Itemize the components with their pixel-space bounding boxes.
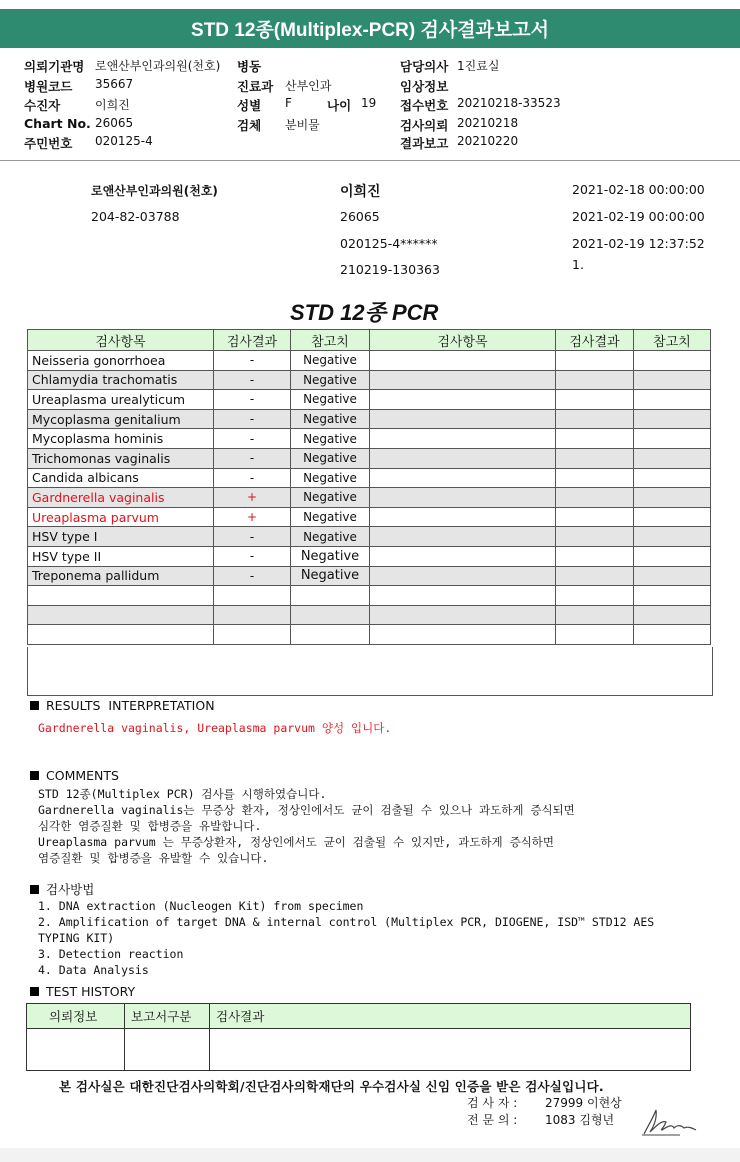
label-id-no: 주민번호 <box>24 136 73 151</box>
header-result: 검사결과 <box>214 330 291 351</box>
header-test-item: 검사항목 <box>28 330 214 351</box>
comments-heading <box>30 768 119 783</box>
value-patient: 이희진 <box>95 98 130 112</box>
value-chart-no: 26065 <box>95 116 134 130</box>
test-result-cell: - <box>214 566 291 586</box>
summary-biz-no: 204-82-03788 <box>91 209 180 224</box>
divider <box>0 160 740 161</box>
table-row <box>28 507 711 527</box>
table-row <box>28 586 711 606</box>
summary-patient: 이희진 <box>340 184 381 200</box>
value-sex: F <box>285 96 292 110</box>
test-name-cell: Treponema pallidum <box>28 566 214 586</box>
empty-cell <box>370 566 556 586</box>
empty-cell <box>634 586 711 606</box>
test-result-cell: - <box>214 546 291 566</box>
history-heading-text: TEST HISTORY <box>46 984 136 999</box>
label-age: 나이 <box>327 98 352 113</box>
empty-cell <box>370 390 556 410</box>
header-reference: 참고치 <box>291 330 370 351</box>
test-reference-cell <box>291 605 370 625</box>
empty-cell <box>634 429 711 449</box>
test-name-cell <box>28 625 214 645</box>
comment-line: Ureaplasma parvum 는 무증상환자, 정상인에서도 균이 검출될 수 있지만, 과도하게 증식하면 <box>38 835 555 849</box>
results-table <box>27 329 711 645</box>
comment-line: 심각한 염증질환 및 합병증을 유발합니다. <box>38 819 262 833</box>
empty-cell <box>634 468 711 488</box>
table-row <box>28 448 711 468</box>
empty-cell <box>634 409 711 429</box>
doctor-value: 1083 김형년 <box>545 1113 615 1127</box>
label-ward: 병동 <box>237 59 262 74</box>
test-result-cell: + <box>214 507 291 527</box>
table-row <box>28 429 711 449</box>
value-request-date: 20210218 <box>457 116 519 130</box>
empty-cell <box>634 507 711 527</box>
test-result-cell: - <box>214 370 291 390</box>
comments-heading-text: COMMENTS <box>46 768 119 783</box>
bullet-square-icon <box>30 987 39 996</box>
label-patient: 수진자 <box>24 98 61 113</box>
test-reference-cell <box>291 586 370 606</box>
value-specimen: 분비물 <box>285 118 320 132</box>
test-result-cell <box>214 586 291 606</box>
empty-cell <box>370 409 556 429</box>
test-reference-cell: Negative <box>291 527 370 547</box>
test-result-cell: - <box>214 390 291 410</box>
label-clinical-info: 임상정보 <box>400 79 449 94</box>
summary-receipt: 210219-130363 <box>340 262 440 277</box>
results-interpretation-heading-text: RESULTS INTERPRETATION <box>46 698 215 713</box>
table-row <box>28 527 711 547</box>
test-reference-cell: Negative <box>291 546 370 566</box>
header-reference-2: 참고치 <box>634 330 711 351</box>
test-name-cell: Candida albicans <box>28 468 214 488</box>
test-reference-cell: Negative <box>291 488 370 508</box>
label-requester: 의뢰기관명 <box>24 59 85 74</box>
signature-image <box>640 1104 700 1138</box>
empty-cell <box>370 546 556 566</box>
value-hospital-code: 35667 <box>95 77 134 91</box>
comments-body <box>38 786 575 866</box>
summary-chart: 26065 <box>340 209 380 224</box>
history-header-result: 검사결과 <box>210 1004 691 1029</box>
empty-cell <box>370 448 556 468</box>
empty-cell <box>370 429 556 449</box>
empty-cell <box>634 488 711 508</box>
test-name-cell: HSV type II <box>28 546 214 566</box>
history-row <box>27 1029 691 1071</box>
empty-cell <box>370 488 556 508</box>
summary-id-no: 020125-4****** <box>340 236 438 251</box>
history-cell <box>210 1029 691 1071</box>
empty-cell <box>556 468 634 488</box>
empty-cell <box>634 351 711 371</box>
test-name-cell: Ureaplasma parvum <box>28 507 214 527</box>
report-title: STD 12종(Multiplex-PCR) 검사결과보고서 <box>0 9 740 48</box>
summary-date3: 2021-02-19 12:37:52 <box>572 236 705 251</box>
history-header-row <box>27 1004 691 1029</box>
test-result-cell <box>214 605 291 625</box>
label-receipt-no: 접수번호 <box>400 98 449 113</box>
test-reference-cell: Negative <box>291 448 370 468</box>
history-cell <box>27 1029 125 1071</box>
label-hospital-code: 병원코드 <box>24 79 73 94</box>
label-report-date: 결과보고 <box>400 136 449 151</box>
test-result-cell <box>214 625 291 645</box>
empty-cell <box>556 409 634 429</box>
empty-cell <box>634 566 711 586</box>
test-result-cell: - <box>214 468 291 488</box>
empty-cell <box>370 605 556 625</box>
empty-cell <box>634 625 711 645</box>
test-name-cell: Mycoplasma hominis <box>28 429 214 449</box>
test-result-cell: - <box>214 527 291 547</box>
empty-cell <box>556 586 634 606</box>
header-result-2: 검사결과 <box>556 330 634 351</box>
empty-cell <box>370 586 556 606</box>
test-result-cell: - <box>214 351 291 371</box>
test-name-cell: Chlamydia trachomatis <box>28 370 214 390</box>
method-heading <box>30 880 94 898</box>
empty-cell <box>556 448 634 468</box>
table-row <box>28 566 711 586</box>
empty-cell <box>634 527 711 547</box>
value-age: 19 <box>361 96 377 110</box>
value-id-no: 020125-4 <box>95 134 153 148</box>
table-row <box>28 625 711 645</box>
empty-cell <box>556 625 634 645</box>
method-heading-text: 검사방법 <box>46 882 95 897</box>
empty-cell <box>370 370 556 390</box>
label-doctor: 담당의사 <box>400 59 449 74</box>
summary-date3-cont: 1. <box>572 257 584 272</box>
table-row <box>28 370 711 390</box>
empty-cell <box>556 546 634 566</box>
empty-cell <box>634 605 711 625</box>
history-header-report-type: 보고서구분 <box>125 1004 210 1029</box>
empty-cell <box>556 605 634 625</box>
comment-line: STD 12종(Multiplex PCR) 검사를 시행하였습니다. <box>38 787 327 801</box>
test-name-cell: Neisseria gonorrhoea <box>28 351 214 371</box>
test-reference-cell: Negative <box>291 468 370 488</box>
history-heading <box>30 984 135 999</box>
method-line: 3. Detection reaction <box>38 947 184 961</box>
empty-cell <box>556 507 634 527</box>
comment-line: Gardnerella vaginalis는 무증상 환자, 정상인에서도 균이 검출될 수 있으나 과도하게 증식되면 <box>38 803 575 817</box>
history-cell <box>125 1029 210 1071</box>
test-name-cell: Trichomonas vaginalis <box>28 448 214 468</box>
test-result-cell: - <box>214 409 291 429</box>
results-table-footer-box <box>27 647 713 696</box>
table-row <box>28 351 711 371</box>
method-line: TYPING KIT) <box>38 931 115 945</box>
test-name-cell: HSV type I <box>28 527 214 547</box>
bullet-square-icon <box>30 885 39 894</box>
header-test-item-2: 검사항목 <box>370 330 556 351</box>
empty-cell <box>556 429 634 449</box>
empty-cell <box>556 527 634 547</box>
label-sex: 성별 <box>237 98 262 113</box>
test-name-cell: Mycoplasma genitalium <box>28 409 214 429</box>
method-body <box>38 898 654 978</box>
label-specimen: 검체 <box>237 118 262 133</box>
empty-cell <box>556 370 634 390</box>
test-reference-cell: Negative <box>291 429 370 449</box>
label-request-date: 검사의뢰 <box>400 118 449 133</box>
empty-cell <box>556 351 634 371</box>
test-reference-cell: Negative <box>291 390 370 410</box>
empty-cell <box>370 527 556 547</box>
label-department: 진료과 <box>237 79 274 94</box>
section-title: STD 12종 PCR <box>290 300 439 325</box>
empty-cell <box>556 566 634 586</box>
test-name-cell: Ureaplasma urealyticum <box>28 390 214 410</box>
tester-label: 검 사 자 : <box>467 1096 518 1110</box>
results-header-row <box>28 330 711 351</box>
table-row <box>28 390 711 410</box>
value-department: 산부인과 <box>285 79 332 93</box>
empty-cell <box>634 546 711 566</box>
summary-date2: 2021-02-19 00:00:00 <box>572 209 705 224</box>
test-name-cell: Gardnerella vaginalis <box>28 488 214 508</box>
summary-hospital: 로앤산부인과의원(천호) <box>91 184 218 198</box>
test-name-cell <box>28 605 214 625</box>
test-reference-cell: Negative <box>291 351 370 371</box>
value-receipt-no: 20210218-33523 <box>457 96 561 110</box>
test-reference-cell: Negative <box>291 370 370 390</box>
test-reference-cell <box>291 625 370 645</box>
table-row <box>28 488 711 508</box>
method-line: 2. Amplification of target DNA & internal control (Multiplex PCR, DIOGENE, ISD™ STD12 AES <box>38 915 655 929</box>
history-table <box>26 1003 691 1071</box>
table-row <box>28 546 711 566</box>
test-name-cell <box>28 586 214 606</box>
footer-notice: 본 검사실은 대한진단검사의학회/진단검사의학재단의 우수검사실 신임 인증을 받은 검사실입니다. <box>59 1079 604 1094</box>
results-interpretation-text: Gardnerella vaginalis, Ureaplasma parvum 양성 입니다. <box>38 721 392 735</box>
empty-cell <box>634 390 711 410</box>
value-doctor: 1진료실 <box>457 59 500 73</box>
summary-date1: 2021-02-18 00:00:00 <box>572 182 705 197</box>
bullet-square-icon <box>30 771 39 780</box>
empty-cell <box>634 448 711 468</box>
empty-cell <box>370 625 556 645</box>
test-reference-cell: Negative <box>291 409 370 429</box>
value-report-date: 20210220 <box>457 134 519 148</box>
empty-cell <box>370 507 556 527</box>
table-row <box>28 605 711 625</box>
comment-line: 염증질환 및 합병증을 유발할 수 있습니다. <box>38 851 269 865</box>
doctor-label: 전 문 의 : <box>467 1113 518 1127</box>
tester-value: 27999 이현상 <box>545 1096 622 1110</box>
results-interpretation-heading <box>30 698 215 713</box>
method-line: 1. DNA extraction (Nucleogen Kit) from specimen <box>38 899 364 913</box>
method-line: 4. Data Analysis <box>38 963 149 977</box>
value-requester: 로앤산부인과의원(천호) <box>95 59 221 73</box>
label-chart-no: Chart No. <box>24 116 91 131</box>
test-reference-cell: Negative <box>291 566 370 586</box>
table-row <box>28 468 711 488</box>
empty-cell <box>370 468 556 488</box>
bullet-square-icon <box>30 701 39 710</box>
test-result-cell: - <box>214 429 291 449</box>
empty-cell <box>634 370 711 390</box>
empty-cell <box>556 390 634 410</box>
history-header-request: 의뢰정보 <box>27 1004 125 1029</box>
empty-cell <box>556 488 634 508</box>
test-reference-cell: Negative <box>291 507 370 527</box>
empty-cell <box>370 351 556 371</box>
test-result-cell: - <box>214 448 291 468</box>
test-result-cell: + <box>214 488 291 508</box>
table-row <box>28 409 711 429</box>
